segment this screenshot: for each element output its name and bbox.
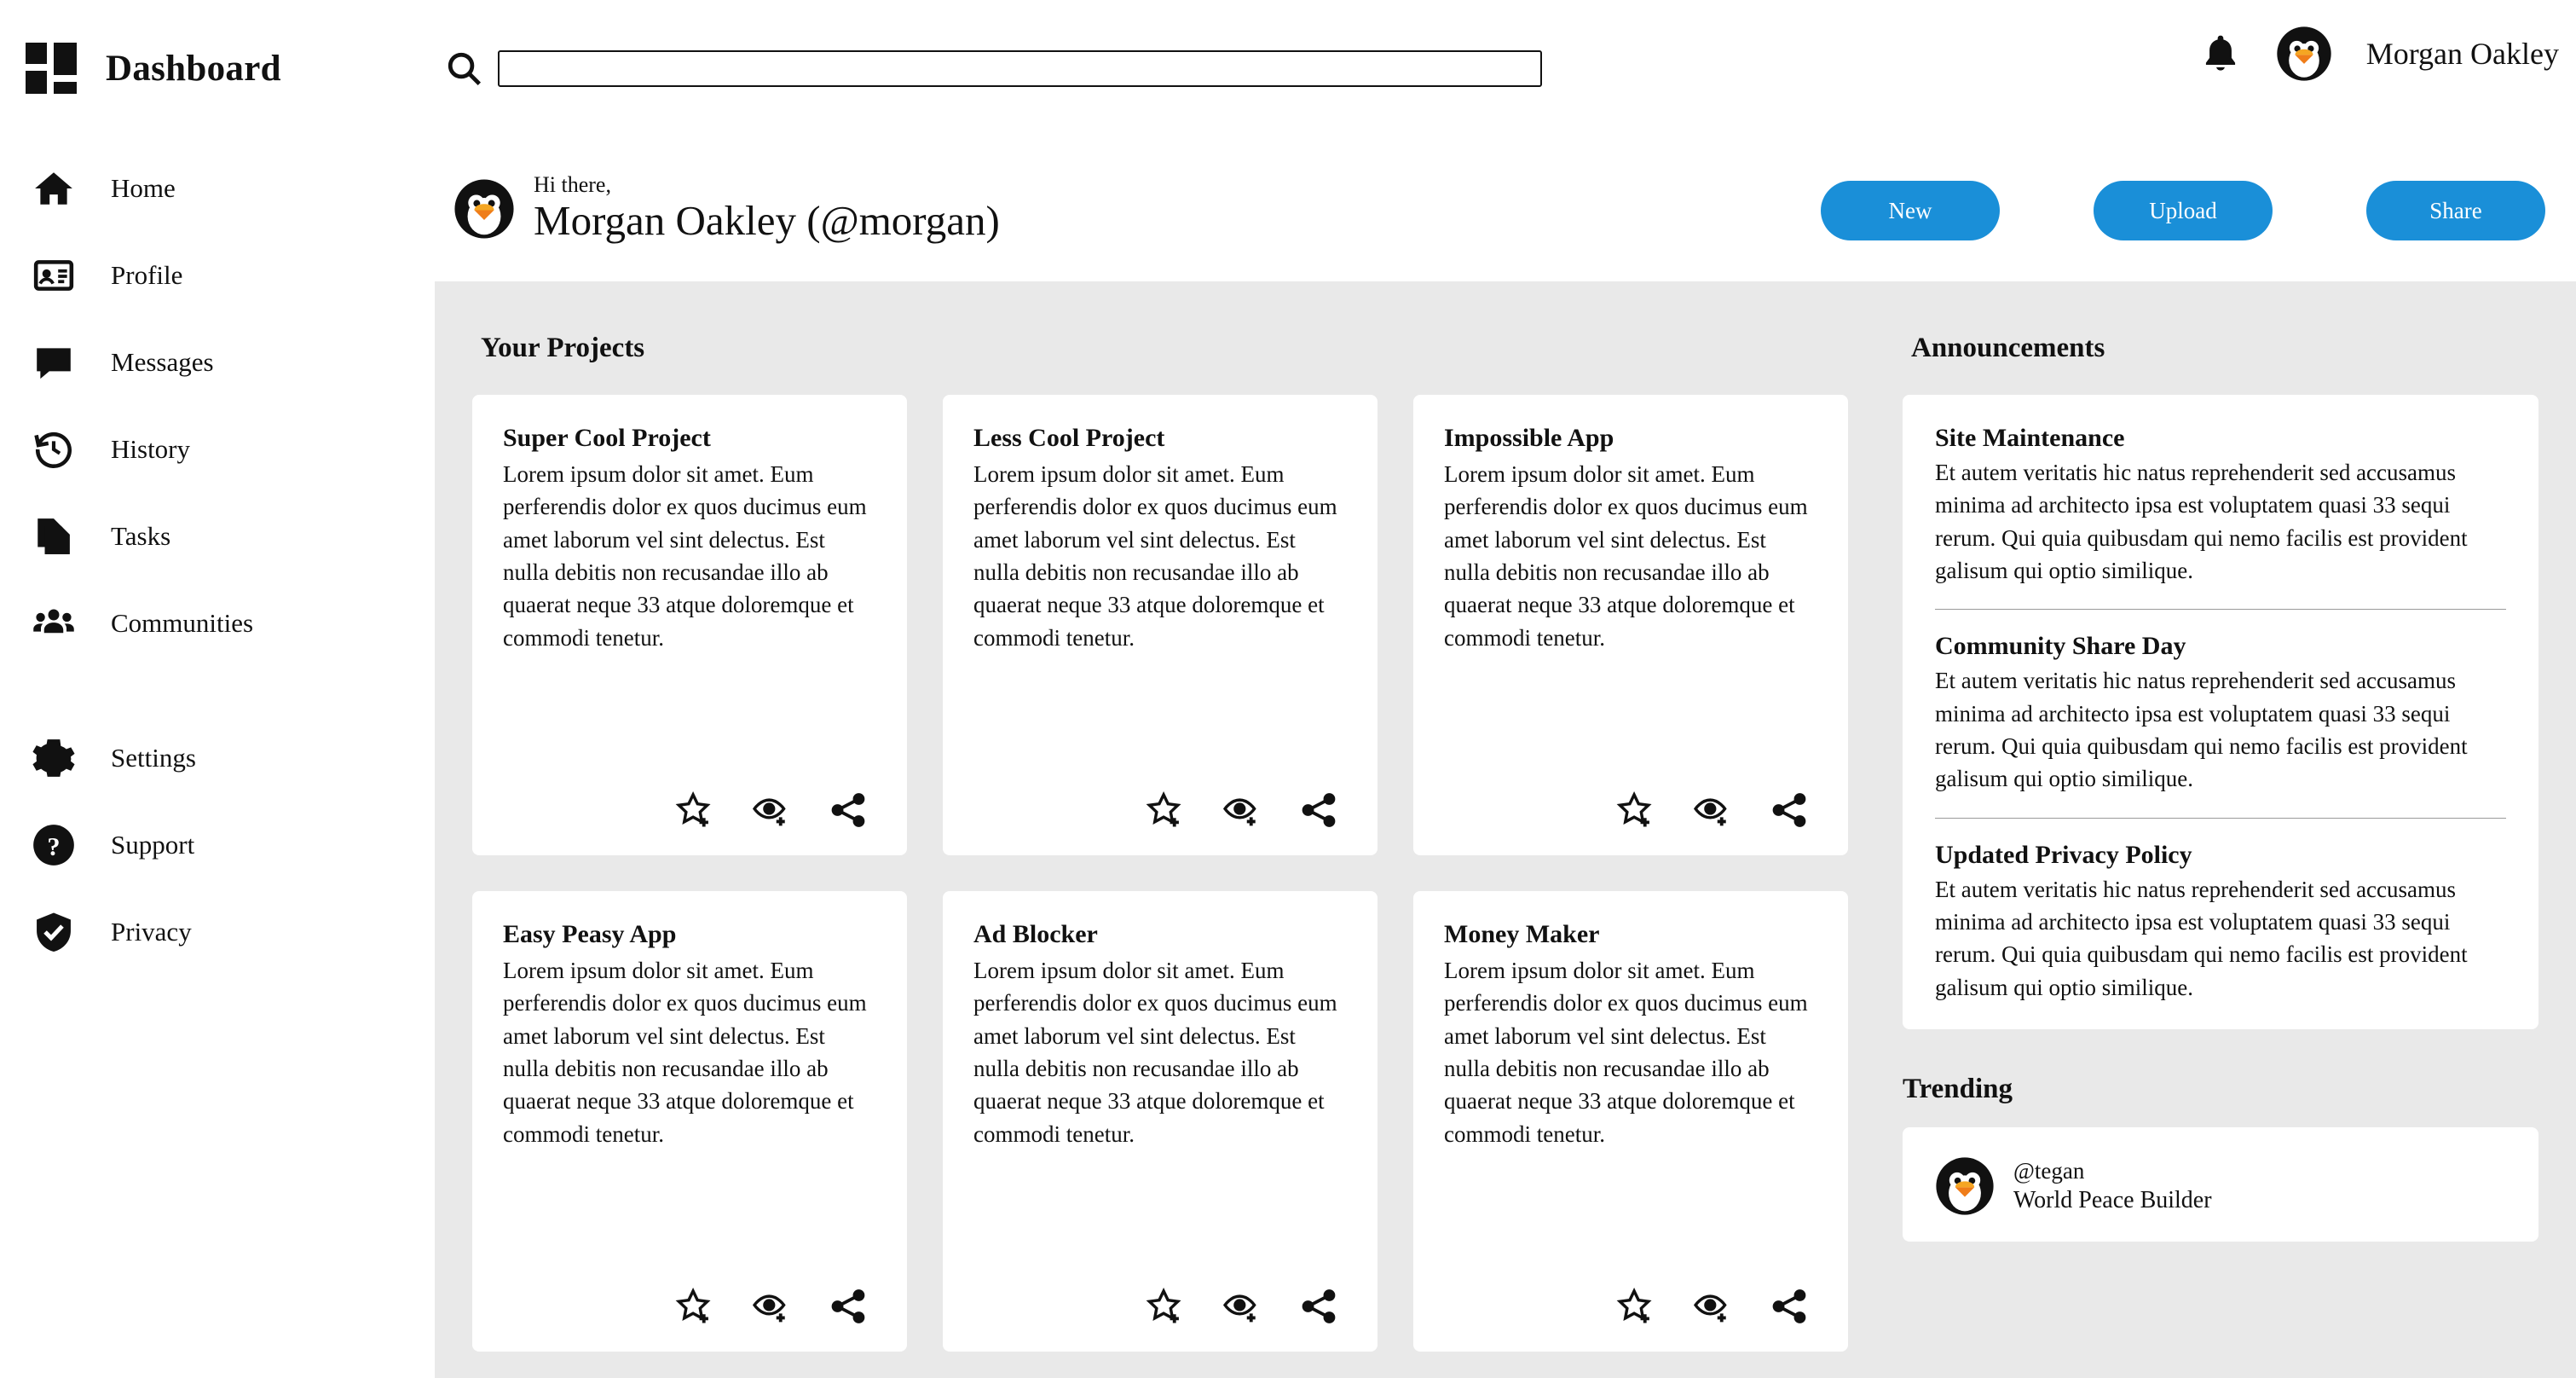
project-card-actions [1444, 1287, 1817, 1326]
bell-icon[interactable] [2199, 30, 2242, 78]
trending-subtitle: World Peace Builder [2013, 1187, 2212, 1214]
sidebar-item-messages[interactable] [0, 319, 435, 406]
list-item[interactable] [1935, 1156, 2506, 1216]
project-title: Ad Blocker [973, 920, 1098, 948]
sidebar-nav [0, 145, 435, 976]
project-description: Lorem ipsum dolor sit amet. Eum perferendis dolor ex quos ducimus eum amet laborum vel sint delectus. Est nulla debitis non recusandae illo ab quaerat neque 33 atque doloremque et commodi tenetur. [1444, 461, 1808, 651]
project-card[interactable] [943, 395, 1378, 855]
announcement-body: Et autem veritatis hic natus reprehenderit sed accusamus minima ad architecto ipsa est voluptatem quasi 33 sequi rerum. Qui quia quibusdam qui nemo facilis est provident galisum qui optio similique. [1935, 668, 2468, 792]
penguin-avatar [1935, 1156, 1995, 1216]
announcement-body: Et autem veritatis hic natus reprehenderit sed accusamus minima ad architecto ipsa est voluptatem quasi 33 sequi rerum. Qui quia quibusdam qui nemo facilis est provident galisum qui optio similique. [1935, 460, 2468, 583]
announcement-title: Community Share Day [1935, 632, 2186, 661]
shield-check-icon [31, 909, 77, 955]
star-plus-icon[interactable] [1146, 790, 1185, 830]
search-bar[interactable] [445, 49, 1542, 87]
brand[interactable] [0, 0, 435, 136]
project-card[interactable] [472, 395, 907, 855]
home-icon [31, 165, 77, 211]
sidebar-item-profile[interactable] [0, 232, 435, 319]
penguin-avatar[interactable] [2276, 26, 2332, 82]
announcements-panel [1903, 395, 2538, 1029]
right-column [1868, 281, 2576, 1378]
chat-bubble-icon [31, 339, 77, 385]
divider [1935, 609, 2506, 610]
sidebar-item-settings[interactable] [0, 715, 435, 802]
search-input[interactable] [498, 50, 1542, 87]
eye-plus-icon[interactable] [1222, 1287, 1262, 1326]
project-title: Money Maker [1444, 920, 1600, 948]
eye-plus-icon[interactable] [1222, 790, 1262, 830]
project-card[interactable] [1413, 395, 1848, 855]
divider [1935, 818, 2506, 819]
project-card[interactable] [943, 891, 1378, 1352]
trending-panel [1903, 1127, 2538, 1242]
sidebar-item-label: Settings [111, 743, 196, 773]
sidebar-item-label: Support [111, 830, 195, 860]
sidebar-item-history[interactable] [0, 406, 435, 493]
eye-plus-icon[interactable] [1693, 1287, 1732, 1326]
announcement-item [1935, 632, 2506, 795]
clock-rewind-icon [31, 426, 77, 472]
project-description: Lorem ipsum dolor sit amet. Eum perferendis dolor ex quos ducimus eum amet laborum vel sint delectus. Est nulla debitis non recusandae illo ab quaerat neque 33 atque doloremque et commodi tenetur. [973, 461, 1337, 651]
star-plus-icon[interactable] [675, 1287, 714, 1326]
eye-plus-icon[interactable] [752, 1287, 791, 1326]
project-card[interactable] [1413, 891, 1848, 1352]
share-nodes-icon[interactable] [1299, 1287, 1338, 1326]
share-nodes-icon[interactable] [1299, 790, 1338, 830]
projects-column [435, 281, 1868, 1378]
svg-text:?: ? [47, 832, 61, 862]
project-card[interactable] [472, 891, 907, 1352]
topbar [435, 0, 2576, 136]
brand-title: Dashboard [106, 48, 281, 89]
announcement-title: Updated Privacy Policy [1935, 840, 2192, 869]
id-card-icon [31, 252, 77, 298]
project-card-actions [973, 1287, 1347, 1326]
sidebar-item-label: Profile [111, 260, 183, 290]
question-circle-icon [31, 822, 77, 868]
project-description: Lorem ipsum dolor sit amet. Eum perferendis dolor ex quos ducimus eum amet laborum vel sint delectus. Est nulla debitis non recusandae illo ab quaerat neque 33 atque doloremque et commodi tenetur. [503, 461, 867, 651]
sidebar-item-label: Tasks [111, 521, 171, 551]
eye-plus-icon[interactable] [752, 790, 791, 830]
announcement-title: Site Maintenance [1935, 424, 2125, 452]
project-description: Lorem ipsum dolor sit amet. Eum perferendis dolor ex quos ducimus eum amet laborum vel sint delectus. Est nulla debitis non recusandae illo ab quaerat neque 33 atque doloremque et commodi tenetur. [503, 958, 867, 1147]
sidebar-item-label: History [111, 434, 190, 464]
sidebar [0, 0, 435, 1378]
project-card-actions [503, 790, 876, 830]
share-nodes-icon[interactable] [1770, 790, 1809, 830]
star-plus-icon[interactable] [675, 790, 714, 830]
sidebar-item-label: Privacy [111, 917, 192, 947]
project-description: Lorem ipsum dolor sit amet. Eum perferendis dolor ex quos ducimus eum amet laborum vel sint delectus. Est nulla debitis non recusandae illo ab quaerat neque 33 atque doloremque et commodi tenetur. [973, 958, 1337, 1147]
sidebar-item-label: Messages [111, 347, 214, 377]
share-button[interactable]: Share [2366, 181, 2545, 240]
trending-text [2013, 1157, 2212, 1216]
announcements-heading: Announcements [1911, 333, 2105, 363]
project-title: Super Cool Project [503, 424, 711, 452]
sidebar-item-label: Home [111, 173, 176, 203]
project-card-actions [1444, 790, 1817, 830]
announcement-body: Et autem veritatis hic natus reprehenderit sed accusamus minima ad architecto ipsa est voluptatem quasi 33 sequi rerum. Qui quia quibusdam qui nemo facilis est provident galisum qui optio similique. [1935, 876, 2468, 1000]
sidebar-item-communities[interactable] [0, 580, 435, 667]
greeting-row [435, 136, 2576, 281]
sidebar-item-privacy[interactable] [0, 889, 435, 976]
greeting-name: Morgan Oakley (@morgan) [534, 197, 1000, 245]
announcement-item [1935, 424, 2506, 587]
project-title: Easy Peasy App [503, 920, 677, 948]
announcement-item [1935, 841, 2506, 1004]
content-area [435, 281, 2576, 1378]
main-area [435, 0, 2576, 1378]
penguin-avatar[interactable] [453, 178, 515, 240]
project-card-list [472, 395, 1868, 1352]
greeting-text [534, 173, 1000, 246]
project-card-actions [503, 1287, 876, 1326]
share-nodes-icon[interactable] [1770, 1287, 1809, 1326]
sidebar-item-home[interactable] [0, 145, 435, 232]
people-icon [31, 600, 77, 646]
project-title: Impossible App [1444, 424, 1614, 452]
project-title: Less Cool Project [973, 424, 1165, 452]
project-card-actions [973, 790, 1347, 830]
eye-plus-icon[interactable] [1693, 790, 1732, 830]
project-description: Lorem ipsum dolor sit amet. Eum perferendis dolor ex quos ducimus eum amet laborum vel sint delectus. Est nulla debitis non recusandae illo ab quaerat neque 33 atque doloremque et commodi tenetur. [1444, 958, 1808, 1147]
grid-logo-icon [26, 43, 77, 94]
action-buttons [1821, 181, 2545, 240]
sidebar-item-support[interactable] [0, 802, 435, 889]
star-plus-icon[interactable] [1616, 790, 1655, 830]
topbar-user-name: Morgan Oakley [2365, 37, 2559, 71]
trending-handle: @tegan [2013, 1157, 2085, 1184]
topbar-right [2199, 26, 2559, 82]
gear-icon [31, 735, 77, 781]
greeting-hi: Hi there, [534, 171, 611, 197]
sidebar-divider-space [0, 667, 435, 715]
share-nodes-icon[interactable] [829, 1287, 868, 1326]
upload-button[interactable]: Upload [2094, 181, 2273, 240]
share-nodes-icon[interactable] [829, 790, 868, 830]
sidebar-item-label: Communities [111, 608, 254, 638]
documents-icon [31, 513, 77, 559]
page-title: Your Projects [481, 333, 645, 363]
search-icon [445, 49, 482, 87]
star-plus-icon[interactable] [1616, 1287, 1655, 1326]
trending-heading: Trending [1903, 1073, 2013, 1104]
sidebar-item-tasks[interactable] [0, 493, 435, 580]
star-plus-icon[interactable] [1146, 1287, 1185, 1326]
new-button[interactable]: New [1821, 181, 2000, 240]
